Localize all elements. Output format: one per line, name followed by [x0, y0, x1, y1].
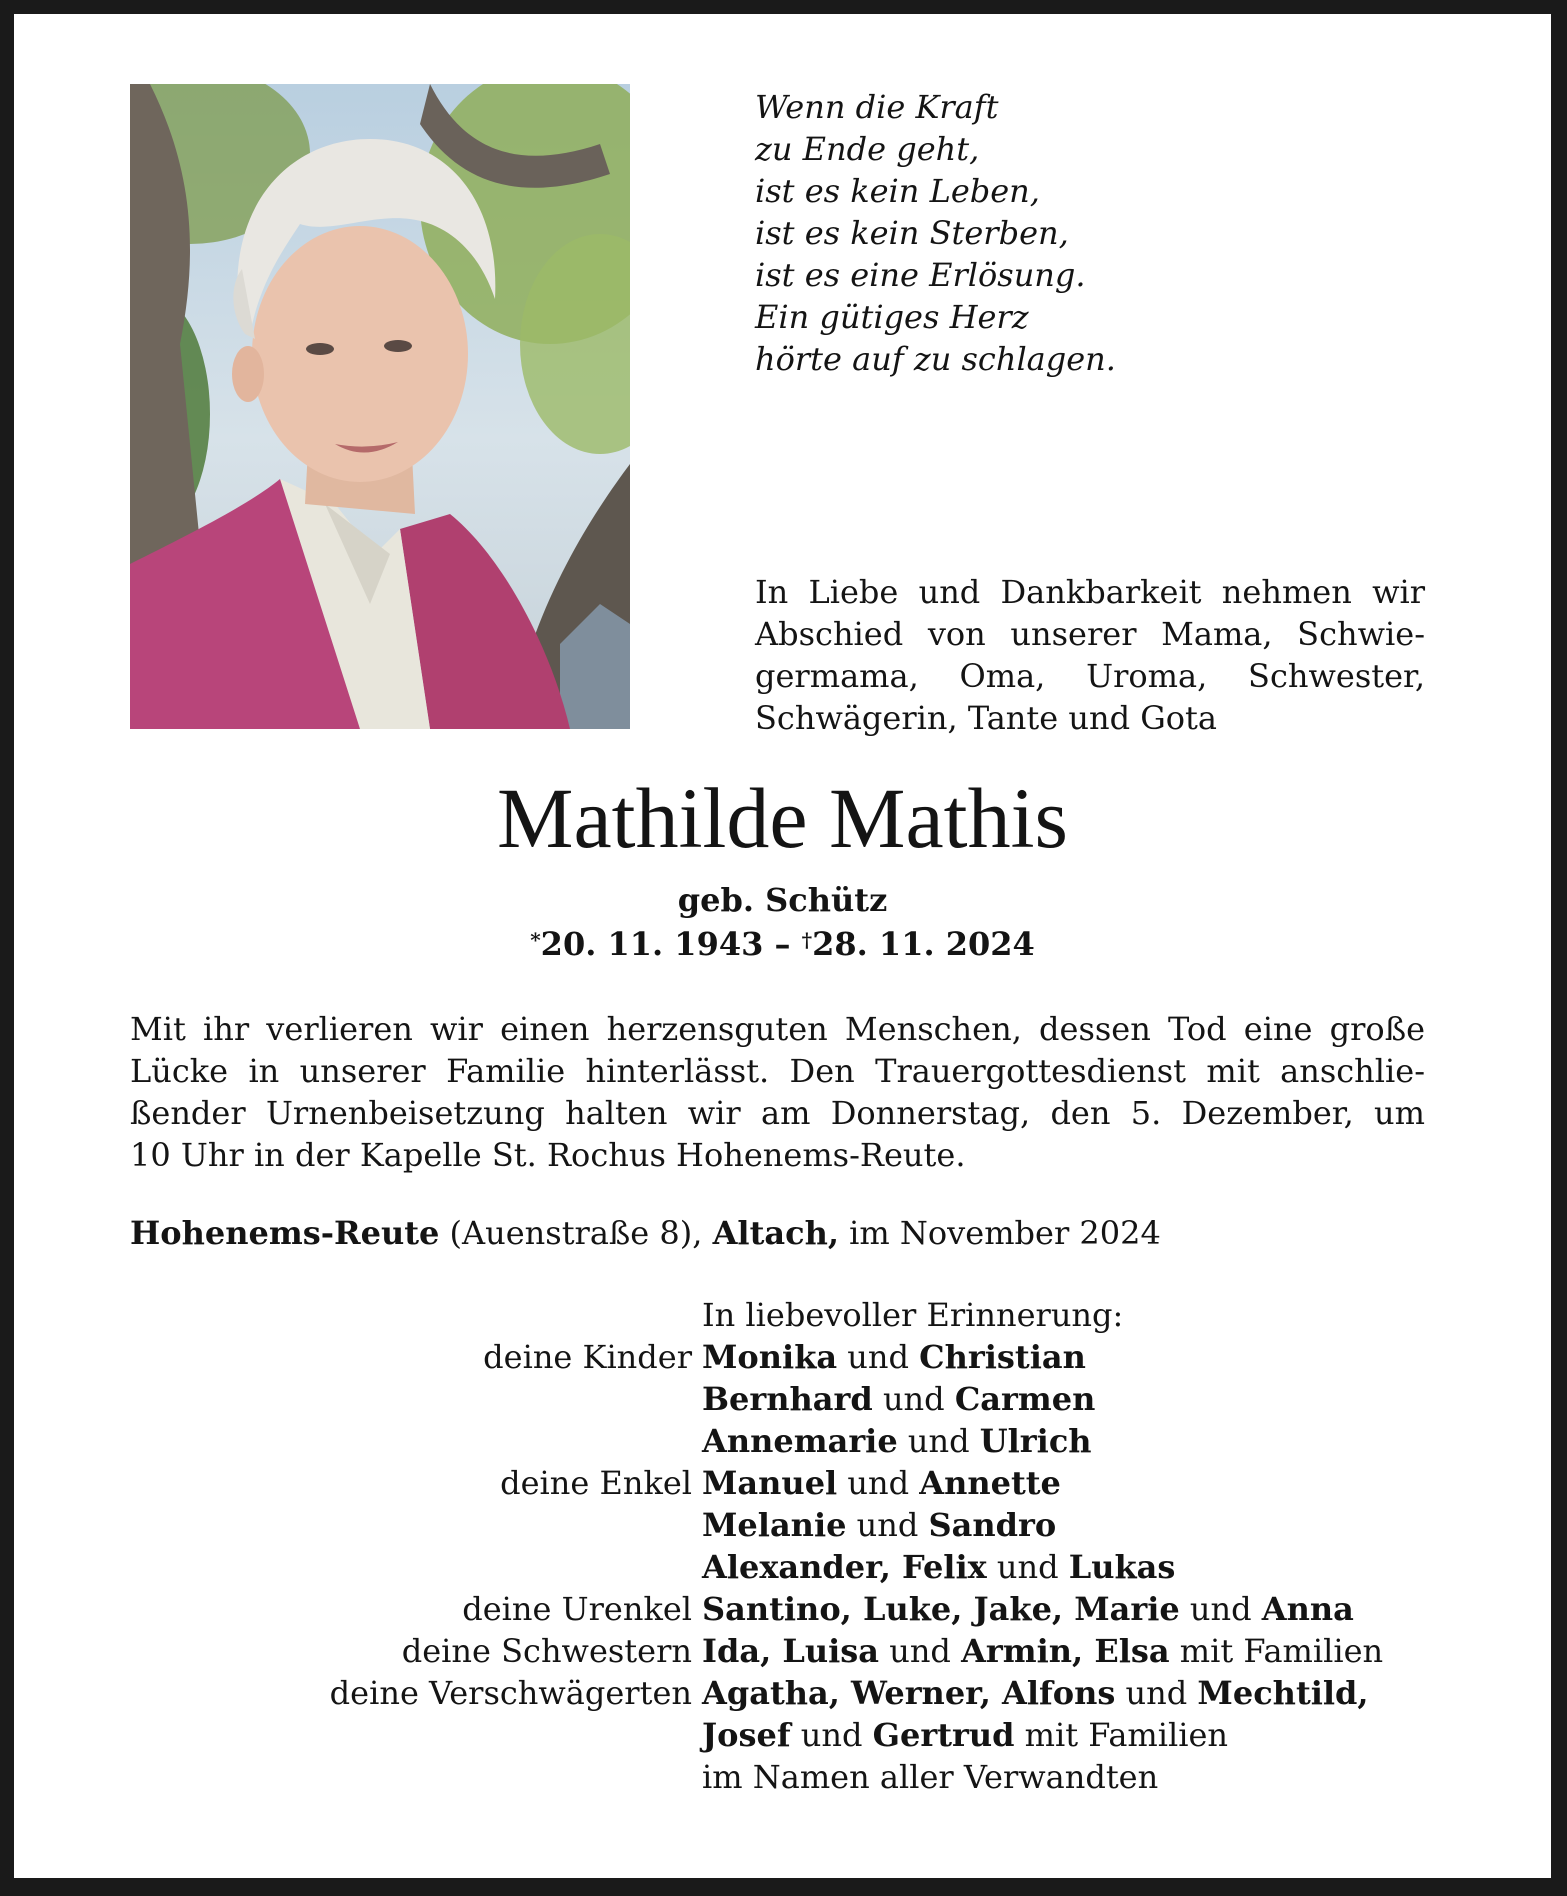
- mourner-names: Manuel und Annette: [702, 1464, 1061, 1502]
- mourners-list: [14, 1294, 1551, 1798]
- poem-line: zu Ende geht,: [755, 130, 980, 168]
- mourner-row: [14, 1462, 1551, 1504]
- body-line: Lücke in unserer Familie hinterlässt. Den Trauergottesdienst mit anschlie-: [130, 1052, 1425, 1090]
- mourner-row: [14, 1504, 1551, 1546]
- relation-label: deine Verschwägerten: [329, 1674, 692, 1712]
- intro-line: germama, Oma, Uroma, Schwester,: [755, 657, 1425, 695]
- intro-line: Abschied von unserer Mama, Schwie-: [755, 615, 1425, 653]
- relation-label: deine Kinder: [483, 1338, 692, 1376]
- body-line: ßender Urnenbeisetzung halten wir am Donnerstag, den 5. Dezember, um: [130, 1094, 1425, 1132]
- obituary-page: [14, 14, 1551, 1878]
- place-and-date: [130, 1212, 1161, 1254]
- mourner-names: Bernhard und Carmen: [702, 1380, 1096, 1418]
- place-date: im November 2024: [838, 1214, 1161, 1252]
- mourner-names: Josef und Gertrud mit Familien: [702, 1716, 1228, 1754]
- poem: [755, 86, 1116, 380]
- mourner-names: Santino, Luke, Jake, Marie und Anna: [702, 1590, 1354, 1628]
- poem-line: ist es kein Sterben,: [755, 214, 1069, 252]
- mourner-names: Annemarie und Ulrich: [702, 1422, 1092, 1460]
- portrait-photo: [130, 84, 630, 729]
- death-symbol: †: [801, 928, 813, 952]
- mourner-row: [14, 1630, 1551, 1672]
- mourner-row: [14, 1378, 1551, 1420]
- mourner-row: [14, 1588, 1551, 1630]
- death-date: 28. 11. 2024: [812, 925, 1035, 963]
- mourner-row: [14, 1336, 1551, 1378]
- portrait-illustration: [130, 84, 630, 729]
- place-town-1: Hohenems-Reute: [130, 1214, 440, 1252]
- body-text: [130, 1008, 1425, 1176]
- poem-line: ist es eine Erlösung.: [755, 256, 1086, 294]
- body-line: Mit ihr verlieren wir einen herzensguten Menschen, dessen Tod eine große: [130, 1010, 1425, 1048]
- mourner-row: [14, 1672, 1551, 1714]
- poem-line: Wenn die Kraft: [755, 88, 999, 126]
- mourner-row: [14, 1546, 1551, 1588]
- mourner-names: Alexander, Felix und Lukas: [702, 1548, 1176, 1586]
- birth-date: 20. 11. 1943: [540, 925, 764, 963]
- intro-text: [755, 571, 1425, 739]
- mourners-heading-row: [14, 1294, 1551, 1336]
- life-dates: [14, 924, 1551, 964]
- deceased-name: Mathilde Mathis: [497, 770, 1068, 866]
- mourner-row: [14, 1714, 1551, 1756]
- relation-label: deine Schwestern: [401, 1632, 692, 1670]
- birth-symbol: *: [530, 928, 541, 952]
- mourner-names: Monika und Christian: [702, 1338, 1086, 1376]
- poem-line: hörte auf zu schlagen.: [755, 340, 1116, 378]
- relation-label: deine Urenkel: [462, 1590, 692, 1628]
- relation-label: deine Enkel: [500, 1464, 692, 1502]
- mourner-names: Agatha, Werner, Alfons und Mechtild,: [702, 1674, 1369, 1712]
- birth-name: geb. Schütz: [677, 881, 888, 919]
- date-separator: –: [763, 925, 802, 963]
- intro-line: In Liebe und Dankbarkeit nehmen wir: [755, 573, 1425, 611]
- poem-line: ist es kein Leben,: [755, 172, 1040, 210]
- closing-line: im Namen aller Verwandten: [702, 1758, 1159, 1796]
- place-town-2: Altach,: [712, 1214, 839, 1252]
- poem-line: Ein gütiges Herz: [755, 298, 1029, 336]
- place-address: (Auenstraße 8),: [439, 1214, 713, 1252]
- mourner-row: [14, 1756, 1551, 1798]
- mourners-heading: In liebevoller Erinnerung:: [702, 1296, 1124, 1334]
- body-line: 10 Uhr in der Kapelle St. Rochus Hohenems-Reute.: [130, 1136, 966, 1174]
- mourner-names: Ida, Luisa und Armin, Elsa mit Familien: [702, 1632, 1384, 1670]
- intro-line: Schwägerin, Tante und Gota: [755, 699, 1217, 737]
- mourner-row: [14, 1420, 1551, 1462]
- mourner-names: Melanie und Sandro: [702, 1506, 1057, 1544]
